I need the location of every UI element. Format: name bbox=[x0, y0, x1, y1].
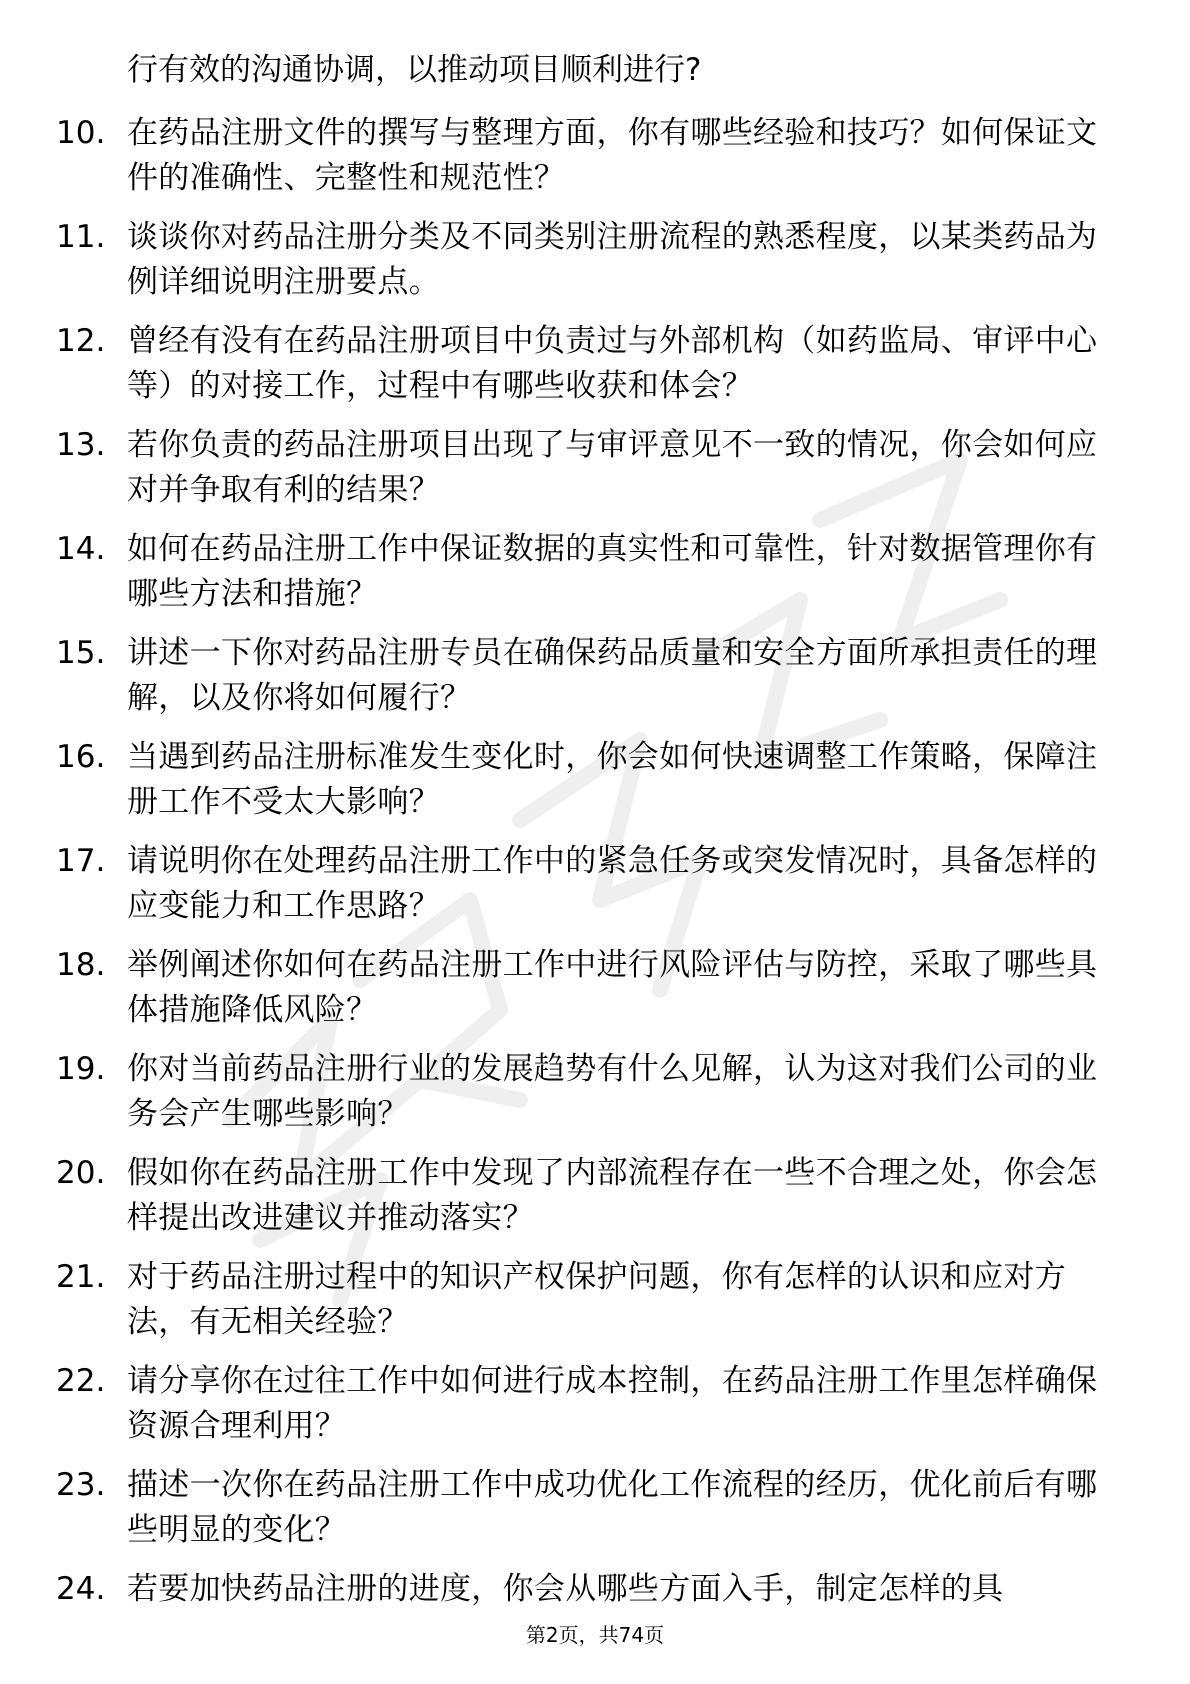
question-number: 11. bbox=[56, 219, 106, 255]
question-number: 20. bbox=[56, 1155, 106, 1191]
page-footer: 第2页，共74页 bbox=[525, 1623, 665, 1647]
question-number: 15. bbox=[56, 635, 106, 671]
question-text: 若你负责的药品注册项目出现了与审评意见不一致的情况，你会如何应对并争取有利的结果？ bbox=[127, 427, 1098, 508]
question-text: 请分享你在过往工作中如何进行成本控制，在药品注册工作里怎样确保资源合理利用？ bbox=[127, 1363, 1098, 1444]
question-list bbox=[0, 111, 1190, 1671]
question-number: 12. bbox=[56, 323, 106, 359]
list-item bbox=[0, 319, 1190, 423]
question-text: 假如你在药品注册工作中发现了内部流程存在一些不合理之处，你会怎样提出改进建议并推动落实？ bbox=[127, 1155, 1098, 1236]
list-item bbox=[0, 111, 1190, 215]
question-text: 若要加快药品注册的进度，你会从哪些方面入手，制定怎样的具 bbox=[127, 1571, 1004, 1607]
question-text: 举例阐述你如何在药品注册工作中进行风险评估与防控，采取了哪些具体措施降低风险？ bbox=[127, 947, 1098, 1028]
list-item bbox=[0, 215, 1190, 319]
list-item bbox=[0, 527, 1190, 631]
question-text: 如何在药品注册工作中保证数据的真实性和可靠性，针对数据管理你有哪些方法和措施？ bbox=[127, 531, 1098, 612]
continuation-text: 行有效的沟通协调，以推动项目顺利进行? bbox=[127, 52, 702, 88]
question-text: 对于药品注册过程中的知识产权保护问题，你有怎样的认识和应对方法，有无相关经验？ bbox=[127, 1259, 1066, 1340]
question-number: 24. bbox=[56, 1571, 106, 1607]
question-number: 18. bbox=[56, 947, 106, 983]
list-item bbox=[0, 839, 1190, 943]
question-number: 10. bbox=[56, 115, 106, 151]
question-text: 谈谈你对药品注册分类及不同类别注册流程的熟悉程度，以某类药品为例详细说明注册要点。 bbox=[127, 219, 1098, 300]
list-item bbox=[0, 1567, 1190, 1671]
list-item bbox=[0, 735, 1190, 839]
question-number: 21. bbox=[56, 1259, 106, 1295]
question-number: 16. bbox=[56, 739, 106, 775]
question-number: 17. bbox=[56, 843, 106, 879]
list-item bbox=[0, 423, 1190, 527]
question-number: 13. bbox=[56, 427, 106, 463]
question-text: 请说明你在处理药品注册工作中的紧急任务或突发情况时，具备怎样的应变能力和工作思路？ bbox=[127, 843, 1098, 924]
question-text: 当遇到药品注册标准发生变化时，你会如何快速调整工作策略，保障注册工作不受太大影响？ bbox=[127, 739, 1098, 820]
question-number: 22. bbox=[56, 1363, 106, 1399]
question-text: 你对当前药品注册行业的发展趋势有什么见解，认为这对我们公司的业务会产生哪些影响？ bbox=[127, 1051, 1098, 1132]
list-item bbox=[0, 1151, 1190, 1255]
list-item bbox=[0, 1359, 1190, 1463]
question-number: 19. bbox=[56, 1051, 106, 1087]
list-item bbox=[0, 631, 1190, 735]
list-item bbox=[0, 1047, 1190, 1151]
question-text: 描述一次你在药品注册工作中成功优化工作流程的经历，优化前后有哪些明显的变化？ bbox=[127, 1467, 1098, 1548]
list-item bbox=[0, 1463, 1190, 1567]
question-text: 在药品注册文件的撰写与整理方面，你有哪些经验和技巧？如何保证文件的准确性、完整性和规范性？ bbox=[127, 115, 1098, 196]
question-text: 讲述一下你对药品注册专员在确保药品质量和安全方面所承担责任的理解，以及你将如何履行？ bbox=[127, 635, 1098, 716]
question-number: 14. bbox=[56, 531, 106, 567]
list-item bbox=[0, 943, 1190, 1047]
question-text: 曾经有没有在药品注册项目中负责过与外部机构（如药监局、审评中心等）的对接工作，过程中有哪些收获和体会？ bbox=[127, 323, 1098, 404]
list-item bbox=[0, 1255, 1190, 1359]
question-number: 23. bbox=[56, 1467, 106, 1503]
